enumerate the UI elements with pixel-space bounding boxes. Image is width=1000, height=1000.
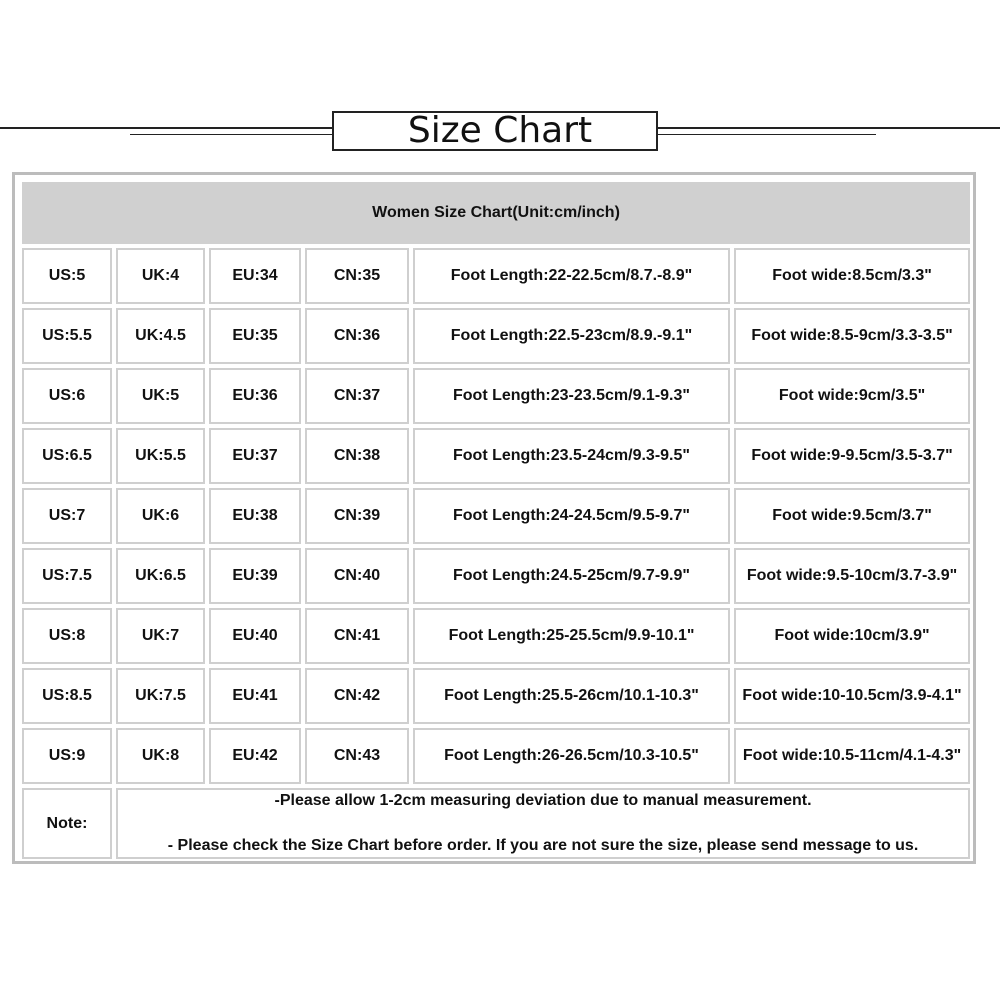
table-row	[22, 728, 970, 784]
cell-length: Foot Length:22-22.5cm/8.7.-8.9"	[413, 248, 730, 304]
cell-eu: EU:41	[209, 668, 301, 724]
table-row	[22, 368, 970, 424]
table-row	[22, 308, 970, 364]
cell-uk: UK:6.5	[116, 548, 205, 604]
cell-wide: Foot wide:8.5-9cm/3.3-3.5"	[734, 308, 970, 364]
cell-wide: Foot wide:10cm/3.9"	[734, 608, 970, 664]
cell-cn: CN:39	[305, 488, 409, 544]
cell-us: US:5.5	[22, 308, 112, 364]
cell-uk: UK:4	[116, 248, 205, 304]
note-text	[116, 788, 970, 859]
cell-length: Foot Length:26-26.5cm/10.3-10.5"	[413, 728, 730, 784]
cell-cn: CN:38	[305, 428, 409, 484]
cell-us: US:6	[22, 368, 112, 424]
cell-uk: UK:6	[116, 488, 205, 544]
cell-uk: UK:5.5	[116, 428, 205, 484]
cell-us: US:7.5	[22, 548, 112, 604]
cell-us: US:7	[22, 488, 112, 544]
cell-wide: Foot wide:10-10.5cm/3.9-4.1"	[734, 668, 970, 724]
note-line-2: - Please check the Size Chart before order. If you are not sure the size, please send message to us.	[167, 837, 919, 854]
cell-cn: CN:37	[305, 368, 409, 424]
cell-eu: EU:37	[209, 428, 301, 484]
table-row	[22, 608, 970, 664]
cell-eu: EU:35	[209, 308, 301, 364]
cell-wide: Foot wide:9.5cm/3.7"	[734, 488, 970, 544]
note-line-1: -Please allow 1-2cm measuring deviation due to manual measurement.	[274, 792, 812, 809]
cell-length: Foot Length:25-25.5cm/9.9-10.1"	[413, 608, 730, 664]
cell-uk: UK:7.5	[116, 668, 205, 724]
cell-length: Foot Length:24.5-25cm/9.7-9.9"	[413, 548, 730, 604]
cell-length: Foot Length:25.5-26cm/10.1-10.3"	[413, 668, 730, 724]
cell-cn: CN:43	[305, 728, 409, 784]
table-row	[22, 548, 970, 604]
page-title: Size Chart	[407, 110, 593, 151]
cell-us: US:9	[22, 728, 112, 784]
cell-eu: EU:40	[209, 608, 301, 664]
size-table	[18, 178, 974, 863]
cell-length: Foot Length:22.5-23cm/8.9.-9.1"	[413, 308, 730, 364]
cell-eu: EU:36	[209, 368, 301, 424]
cell-uk: UK:7	[116, 608, 205, 664]
cell-uk: UK:5	[116, 368, 205, 424]
cell-us: US:5	[22, 248, 112, 304]
cell-cn: CN:40	[305, 548, 409, 604]
cell-eu: EU:34	[209, 248, 301, 304]
table-row	[22, 248, 970, 304]
cell-us: US:8	[22, 608, 112, 664]
table-row	[22, 668, 970, 724]
cell-eu: EU:42	[209, 728, 301, 784]
table-row	[22, 488, 970, 544]
cell-us: US:6.5	[22, 428, 112, 484]
cell-us: US:8.5	[22, 668, 112, 724]
cell-cn: CN:42	[305, 668, 409, 724]
cell-eu: EU:38	[209, 488, 301, 544]
cell-cn: CN:36	[305, 308, 409, 364]
cell-cn: CN:41	[305, 608, 409, 664]
cell-uk: UK:4.5	[116, 308, 205, 364]
table-header: Women Size Chart(Unit:cm/inch)	[22, 182, 970, 244]
table-row	[22, 428, 970, 484]
cell-length: Foot Length:23.5-24cm/9.3-9.5"	[413, 428, 730, 484]
cell-uk: UK:8	[116, 728, 205, 784]
note-label: Note:	[22, 788, 112, 859]
cell-length: Foot Length:24-24.5cm/9.5-9.7"	[413, 488, 730, 544]
cell-wide: Foot wide:10.5-11cm/4.1-4.3"	[734, 728, 970, 784]
note-row	[22, 788, 970, 859]
cell-wide: Foot wide:9.5-10cm/3.7-3.9"	[734, 548, 970, 604]
cell-cn: CN:35	[305, 248, 409, 304]
size-chart-table	[12, 172, 976, 864]
cell-wide: Foot wide:9-9.5cm/3.5-3.7"	[734, 428, 970, 484]
cell-wide: Foot wide:8.5cm/3.3"	[734, 248, 970, 304]
cell-wide: Foot wide:9cm/3.5"	[734, 368, 970, 424]
cell-length: Foot Length:23-23.5cm/9.1-9.3"	[413, 368, 730, 424]
cell-eu: EU:39	[209, 548, 301, 604]
